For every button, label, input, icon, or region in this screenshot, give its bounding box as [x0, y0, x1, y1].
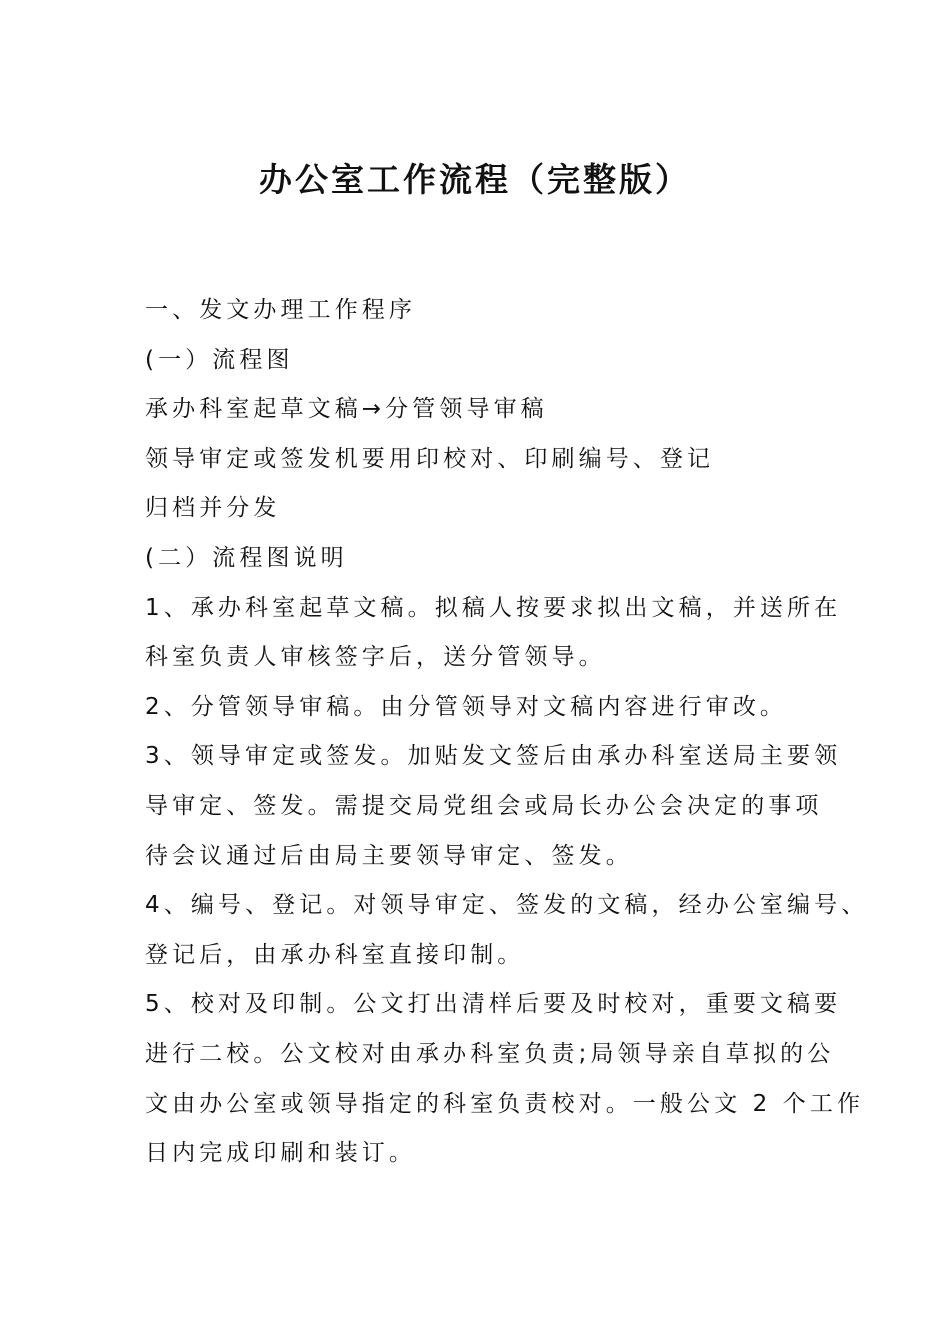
paragraph-line: 文由办公室或领导指定的科室负责校对。一般公文 2 个工作: [145, 1090, 865, 1117]
paragraph-line: 日内完成印刷和装订。: [145, 1140, 416, 1167]
paragraph-line: 待会议通过后由局主要领导审定、签发。: [145, 842, 633, 869]
paragraph-line: 科室负责人审核签字后，送分管领导。: [145, 644, 606, 671]
paragraph-line: 3、领导审定或签发。加贴发文签后由承办科室送局主要领: [145, 743, 842, 770]
paragraph-line: 导审定、签发。需提交局党组会或局长办公会决定的事项: [145, 792, 823, 819]
subsection-heading-flowchart: (一）流程图: [145, 346, 294, 373]
paragraph-line: 4、编号、登记。对领导审定、签发的文稿，经办公室编号、: [145, 892, 869, 919]
document-title: 办公室工作流程（完整版）: [259, 160, 691, 199]
section-heading-issuing-procedure: 一、发文办理工作程序: [145, 297, 416, 323]
document-body: [145, 286, 869, 1179]
paragraph-line: 登记后，由承办科室直接印制。: [145, 941, 525, 968]
paragraph-line: 2、分管领导审稿。由分管领导对文稿内容进行审改。: [145, 693, 788, 720]
flowchart-step-line: 归档并分发: [145, 495, 281, 522]
subsection-heading-flowchart-notes: (二）流程图说明: [145, 544, 348, 571]
paragraph-line: 5、校对及印制。公文打出清样后要及时校对，重要文稿要: [145, 991, 842, 1018]
paragraph-line: 进行二校。公文校对由承办科室负责;局领导亲自草拟的公: [145, 1040, 835, 1067]
flowchart-step-line: 领导审定或签发机要用印校对、印刷编号、登记: [145, 445, 715, 472]
flowchart-step-line: 承办科室起草文稿→分管领导审稿: [145, 396, 548, 423]
paragraph-line: 1、承办科室起草文稿。拟稿人按要求拟出文稿，并送所在: [145, 594, 842, 621]
